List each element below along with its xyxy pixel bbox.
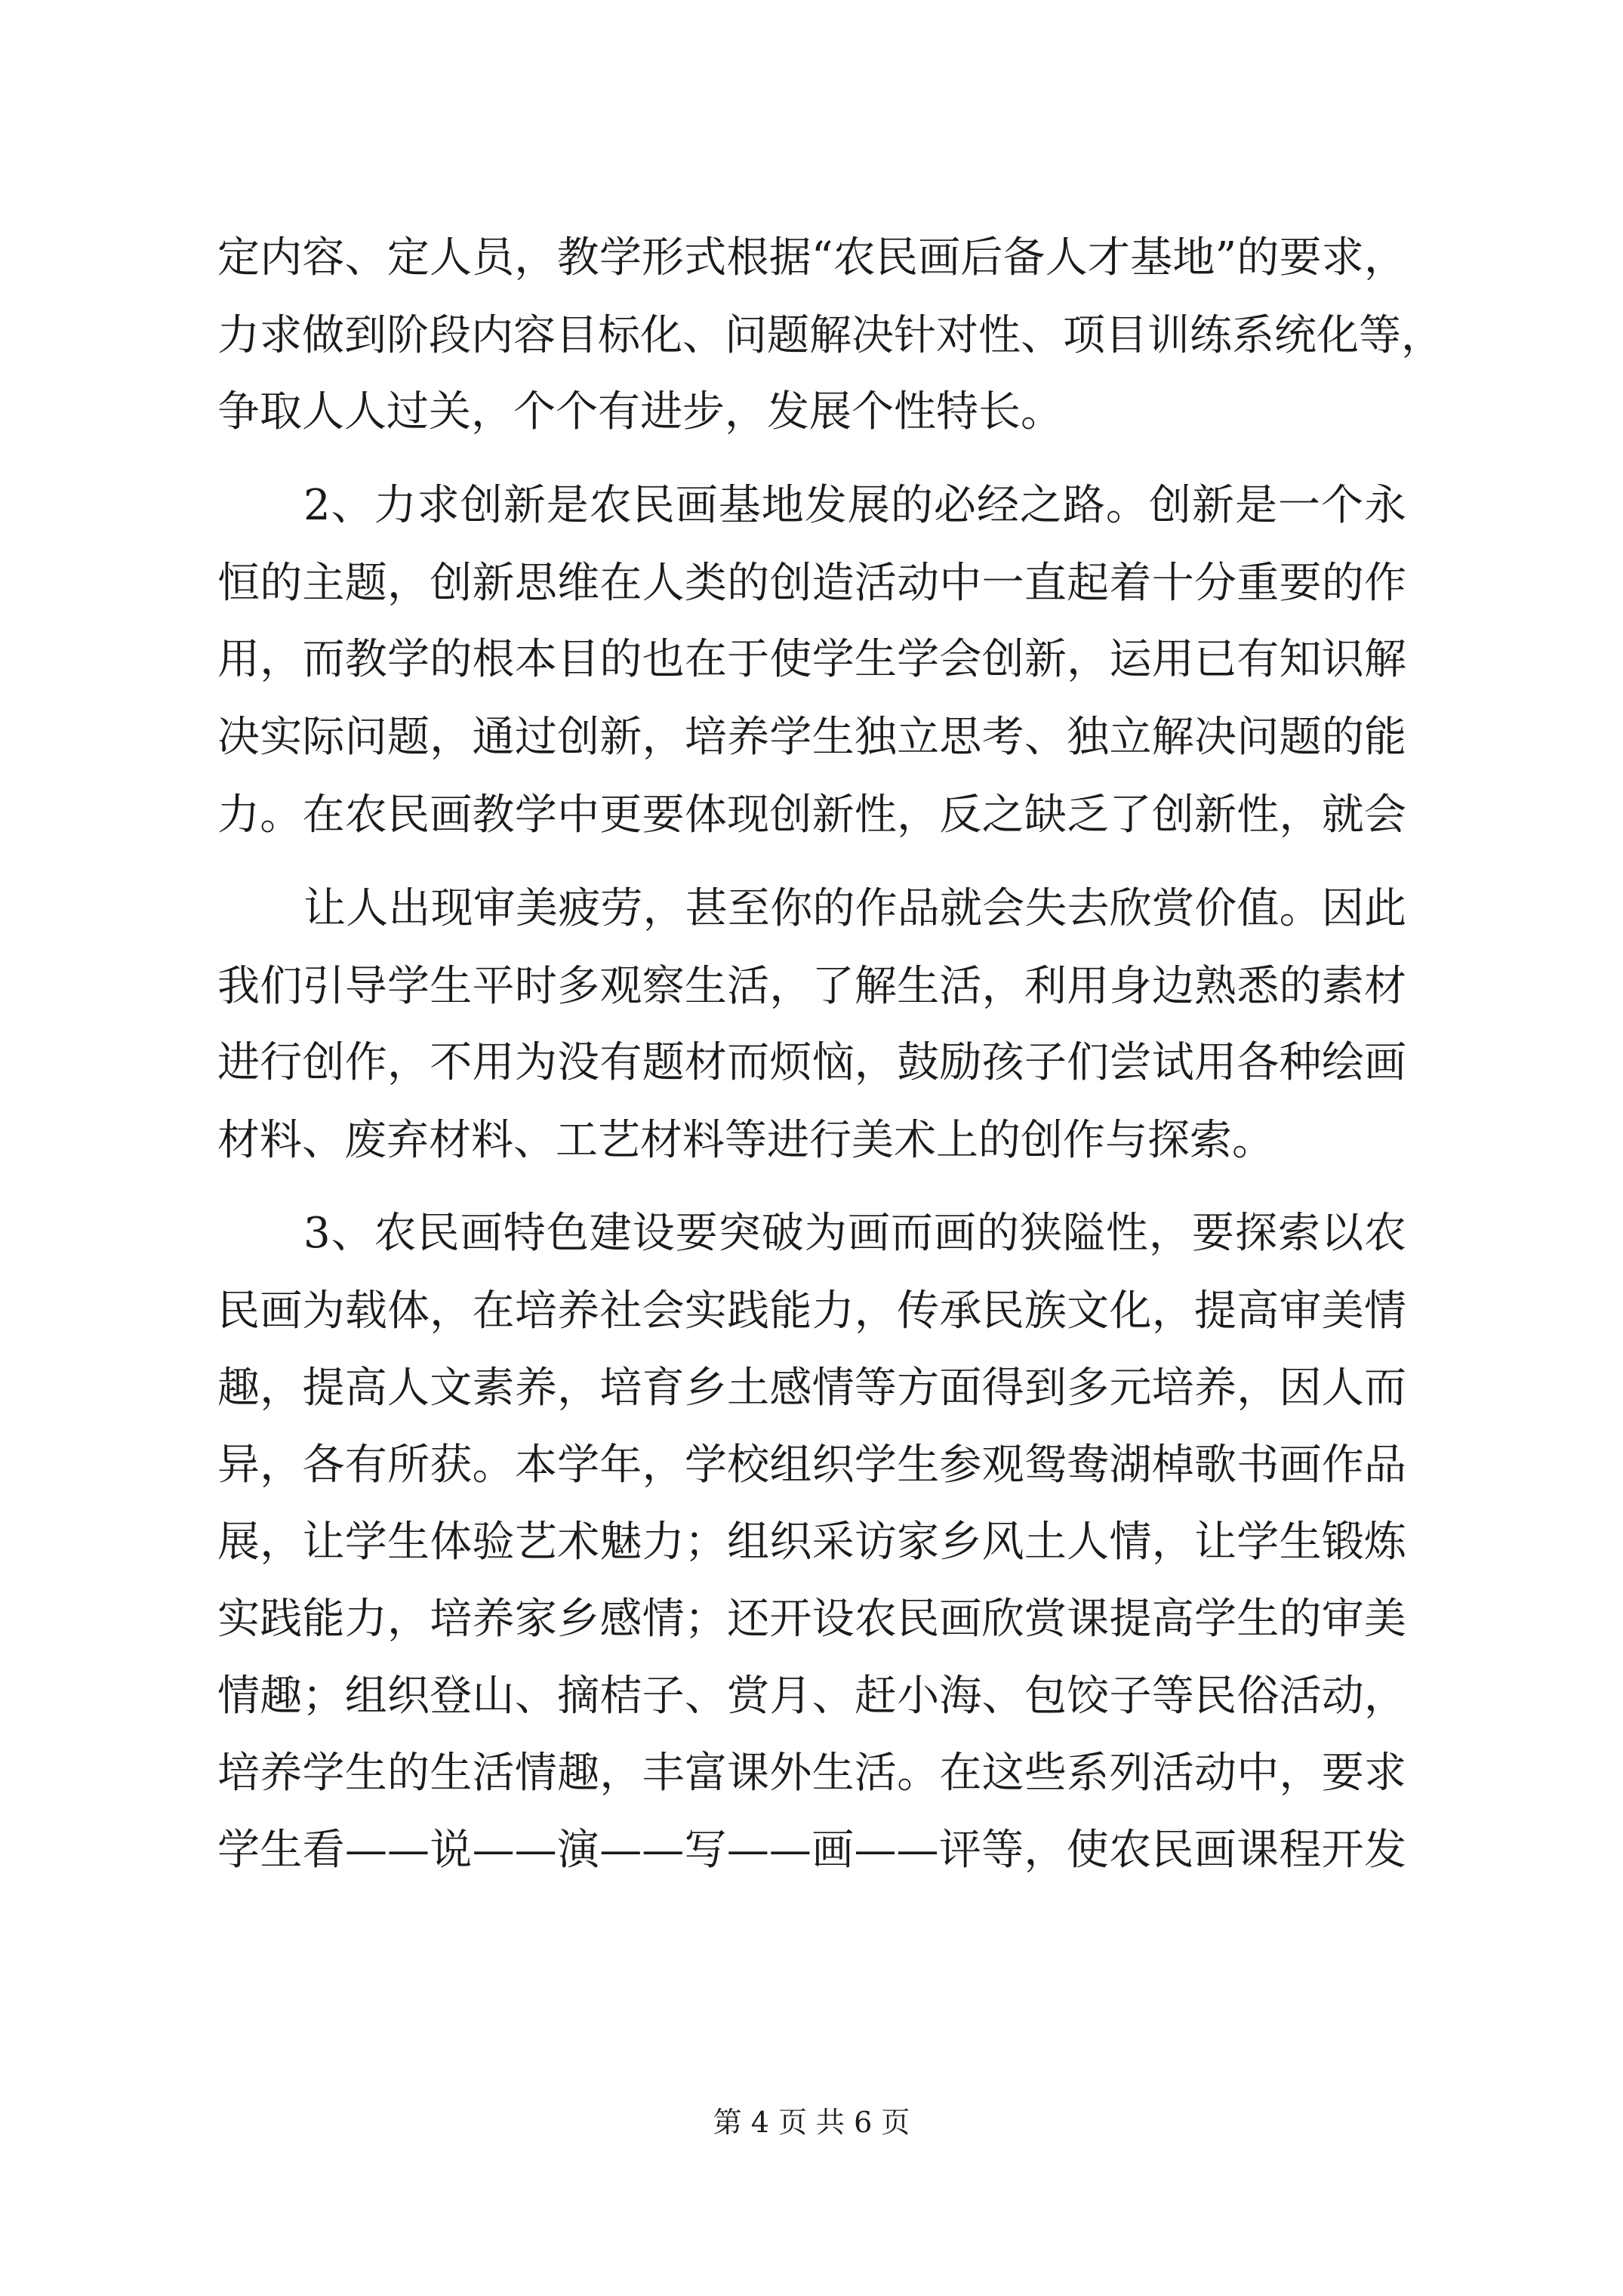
body-text-line: 实践能力，培养家乡感情；还开设农民画欣赏课提高学生的审美 <box>217 1595 1406 1644</box>
body-text-line: 力。在农民画教学中更要体现创新性，反之缺乏了创新性，就会 <box>217 791 1406 840</box>
body-text-line: 恒的主题，创新思维在人类的创造活动中一直起着十分重要的作 <box>217 559 1406 608</box>
body-text-line: 培养学生的生活情趣，丰富课外生活。在这些系列活动中，要求 <box>217 1749 1406 1798</box>
body-text-line: 材料、废弃材料、工艺材料等进行美术上的创作与探索。 <box>217 1116 1274 1165</box>
body-text-line: 趣，提高人文素养，培育乡土感情等方面得到多元培养，因人而 <box>217 1364 1406 1413</box>
body-text-line: 争取人人过关，个个有进步，发展个性特长。 <box>217 387 1063 436</box>
body-text-line: 情趣；组织登山、摘桔子、赏月、赶小海、包饺子等民俗活动， <box>217 1672 1406 1721</box>
body-text-line: 力求做到阶段内容目标化、问题解决针对性、项目训练系统化等， <box>217 311 1443 360</box>
body-text-line: 进行创作，不用为没有题材而烦恼，鼓励孩子们尝试用各种绘画 <box>217 1038 1406 1087</box>
body-text-line: 我们引导学生平时多观察生活，了解生活，利用身边熟悉的素材 <box>217 962 1406 1011</box>
body-text-line: 民画为载体，在培养社会实践能力，传承民族文化，提高审美情 <box>217 1287 1406 1336</box>
page-number-footer: 第 4 页 共 6 页 <box>713 2106 910 2139</box>
paragraph-start-line: 让人出现审美疲劳，甚至你的作品就会失去欣赏价值。因此 <box>303 884 1406 933</box>
body-text-line: 定内容、定人员，教学形式根据“农民画后备人才基地”的要求， <box>217 233 1406 282</box>
paragraph-start-line: 2、力求创新是农民画基地发展的必经之路。创新是一个永 <box>303 481 1406 530</box>
body-text-line: 展，让学生体验艺术魅力；组织采访家乡风土人情，让学生锻炼 <box>217 1518 1406 1567</box>
body-text-line: 决实际问题，通过创新，培养学生独立思考、独立解决问题的能 <box>217 713 1406 762</box>
paragraph-start-line: 3、农民画特色建设要突破为画而画的狭隘性，要探索以农 <box>303 1209 1406 1258</box>
body-text-line: 异，各有所获。本学年，学校组织学生参观鸳鸯湖棹歌书画作品 <box>217 1441 1406 1490</box>
body-text-line: 用，而教学的根本目的也在于使学生学会创新，运用已有知识解 <box>217 635 1406 684</box>
body-text-line: 学生看——说——演——写——画——评等，使农民画课程开发 <box>217 1826 1406 1875</box>
